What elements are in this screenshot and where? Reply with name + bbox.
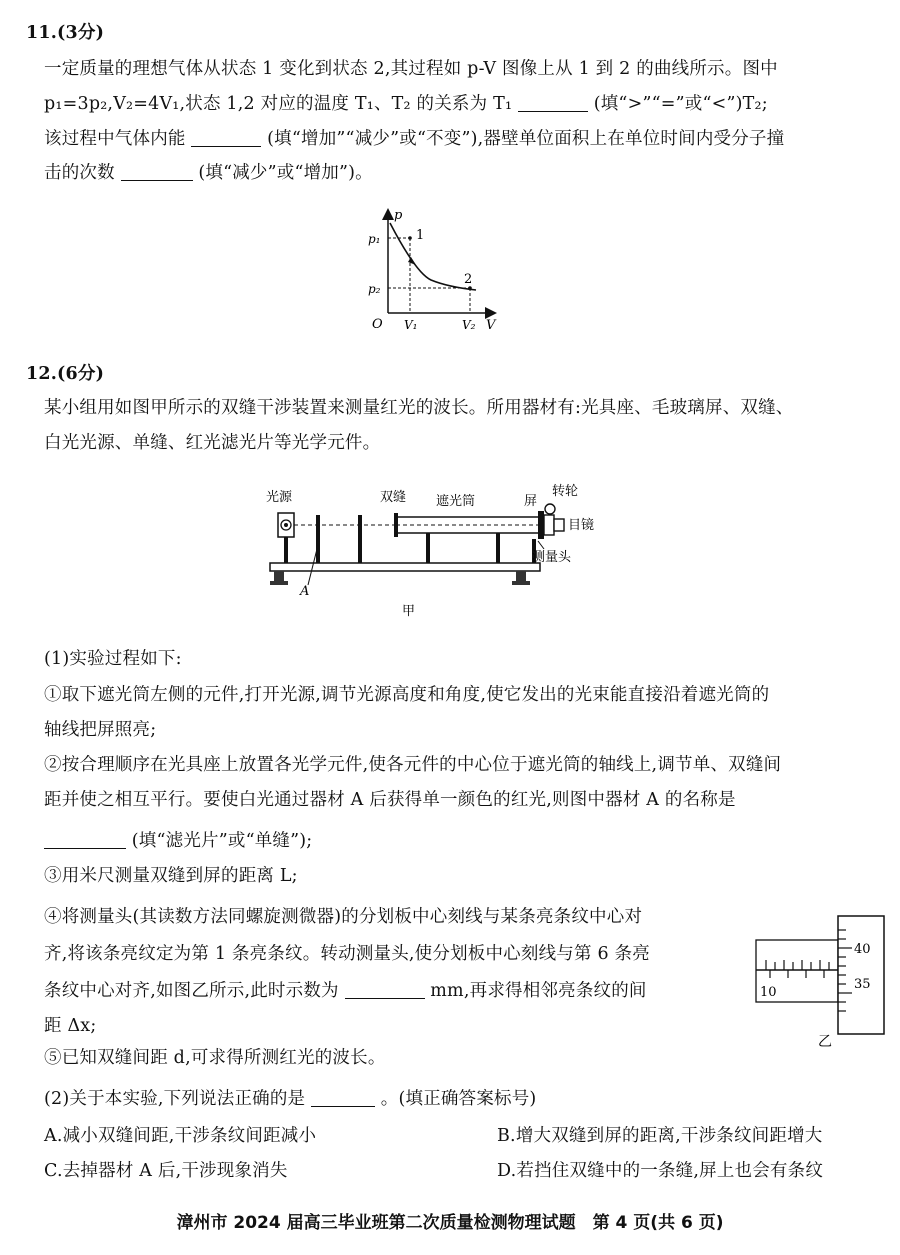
q12-step2-a: ②按合理顺序在光具座上放置各光学元件,使各元件的中心位于遮光筒的轴线上,调节单、双缝间: [44, 755, 782, 775]
p2-label: p₂: [368, 282, 381, 296]
q12-score: (6分): [57, 364, 105, 384]
pv-graph: [366, 205, 506, 345]
q12-header: [26, 363, 104, 385]
page-footer: 漳州市 2024 届高三毕业班第二次质量检测物理试题 第 4 页(共 6 页): [176, 1213, 724, 1233]
curve-arrow: [408, 257, 416, 265]
option-c[interactable]: C.去掉器材 A 后,干涉现象消失: [44, 1161, 288, 1181]
origin-label: O: [372, 317, 383, 332]
axis-v-label: V: [486, 318, 496, 333]
q12-blank-3[interactable]: [311, 1090, 375, 1107]
option-d[interactable]: D.若挡住双缝中的一条缝,屏上也会有条纹: [497, 1161, 824, 1181]
q12-step4-b: 齐,将该条亮纹定为第 1 条亮条纹。转动测量头,使分划板中心刻线与第 6 条亮: [44, 944, 650, 964]
q11-line2: p₁=3p₂,V₂=4V₁,状态 1,2 对应的温度 T₁、T₂ 的关系为 T₁ (填“>”“=”或“<”)T₂;: [44, 94, 768, 114]
q12-intro-2: 白光光源、单缝、红光滤光片等光学元件。: [44, 433, 381, 453]
q12-step1-b: 轴线把屏照亮;: [44, 720, 157, 740]
q11-number: 11.: [26, 23, 58, 43]
tick-40: 40: [854, 942, 871, 957]
caption-jia: 甲: [402, 604, 416, 619]
q12-step4-c: 条纹中心对齐,如图乙所示,此时示数为 mm,再求得相邻亮条纹的间: [44, 981, 647, 1001]
q12-part2: (2)关于本实验,下列说法正确的是 。(填正确答案标号): [44, 1089, 537, 1109]
label-double-slit: 双缝: [380, 490, 407, 505]
label-screen: 屏: [524, 494, 538, 509]
point2-label: 2: [464, 272, 473, 287]
label-measuring-head: 测量头: [532, 550, 572, 565]
label-A: A: [300, 584, 310, 599]
q12-blank-1[interactable]: [44, 832, 126, 849]
apparatus-figure: [266, 484, 595, 620]
p1-label: p₁: [368, 232, 381, 246]
label-wheel: 转轮: [552, 484, 579, 499]
q11-blank-2[interactable]: [191, 130, 261, 147]
option-b[interactable]: B.增大双缝到屏的距离,干涉条纹间距增大: [497, 1126, 823, 1146]
q12-blank-2[interactable]: [345, 982, 425, 999]
label-tube: 遮光筒: [436, 494, 476, 509]
caption-yi: 乙: [818, 1034, 832, 1050]
q12-step2-b: 距并使之相互平行。要使白光通过器材 A 后获得单一颜色的红光,则图中器材 A 的名称是: [44, 790, 736, 810]
q12-step2-c: (填“滤光片”或“单缝”);: [44, 830, 312, 852]
q12-step3: ③用米尺测量双缝到屏的距离 L;: [44, 866, 298, 886]
axis-p-label: p: [394, 208, 403, 223]
q12-number: 12.: [26, 364, 58, 384]
micrometer-figure: [742, 912, 892, 1050]
q11-score: (3分): [57, 23, 105, 43]
q12-step4-a: ④将测量头(其读数方法同螺旋测微器)的分划板中心刻线与某条亮条纹中心对: [44, 907, 643, 927]
q12-step4-d: 距 Δx;: [44, 1016, 97, 1036]
q11-line3: 该过程中气体内能 (填“增加”“减少”或“不变”),器壁单位面积上在单位时间内受分子撞: [44, 129, 785, 149]
q11-line4: 击的次数 (填“减少”或“增加”)。: [44, 163, 373, 183]
label-eyepiece: 目镜: [568, 518, 595, 533]
q11-blank-3[interactable]: [121, 164, 193, 181]
q12-step5: ⑤已知双缝间距 d,可求得所测红光的波长。: [44, 1048, 386, 1068]
tick-35: 35: [854, 977, 871, 992]
q11-blank-1[interactable]: [518, 95, 588, 112]
q12-part1: (1)实验过程如下:: [44, 649, 182, 669]
q12-intro-1: 某小组用如图甲所示的双缝干涉装置来测量红光的波长。所用器材有:光具座、毛玻璃屏、双缝、: [44, 398, 794, 418]
label-light-source: 光源: [266, 490, 293, 505]
q11-header: [26, 22, 104, 44]
option-a[interactable]: A.减小双缝间距,干涉条纹间距减小: [44, 1126, 317, 1146]
q12-step1-a: ①取下遮光筒左侧的元件,打开光源,调节光源高度和角度,使它发出的光束能直接沿着遮光筒的: [44, 685, 770, 705]
q11-line1: 一定质量的理想气体从状态 1 变化到状态 2,其过程如 p-V 图像上从 1 到 2 的曲线所示。图中: [44, 59, 778, 79]
v1-label: V₁: [404, 318, 418, 332]
tick-10: 10: [760, 985, 777, 1000]
v2-label: V₂: [462, 318, 476, 332]
point1-label: 1: [416, 228, 425, 243]
